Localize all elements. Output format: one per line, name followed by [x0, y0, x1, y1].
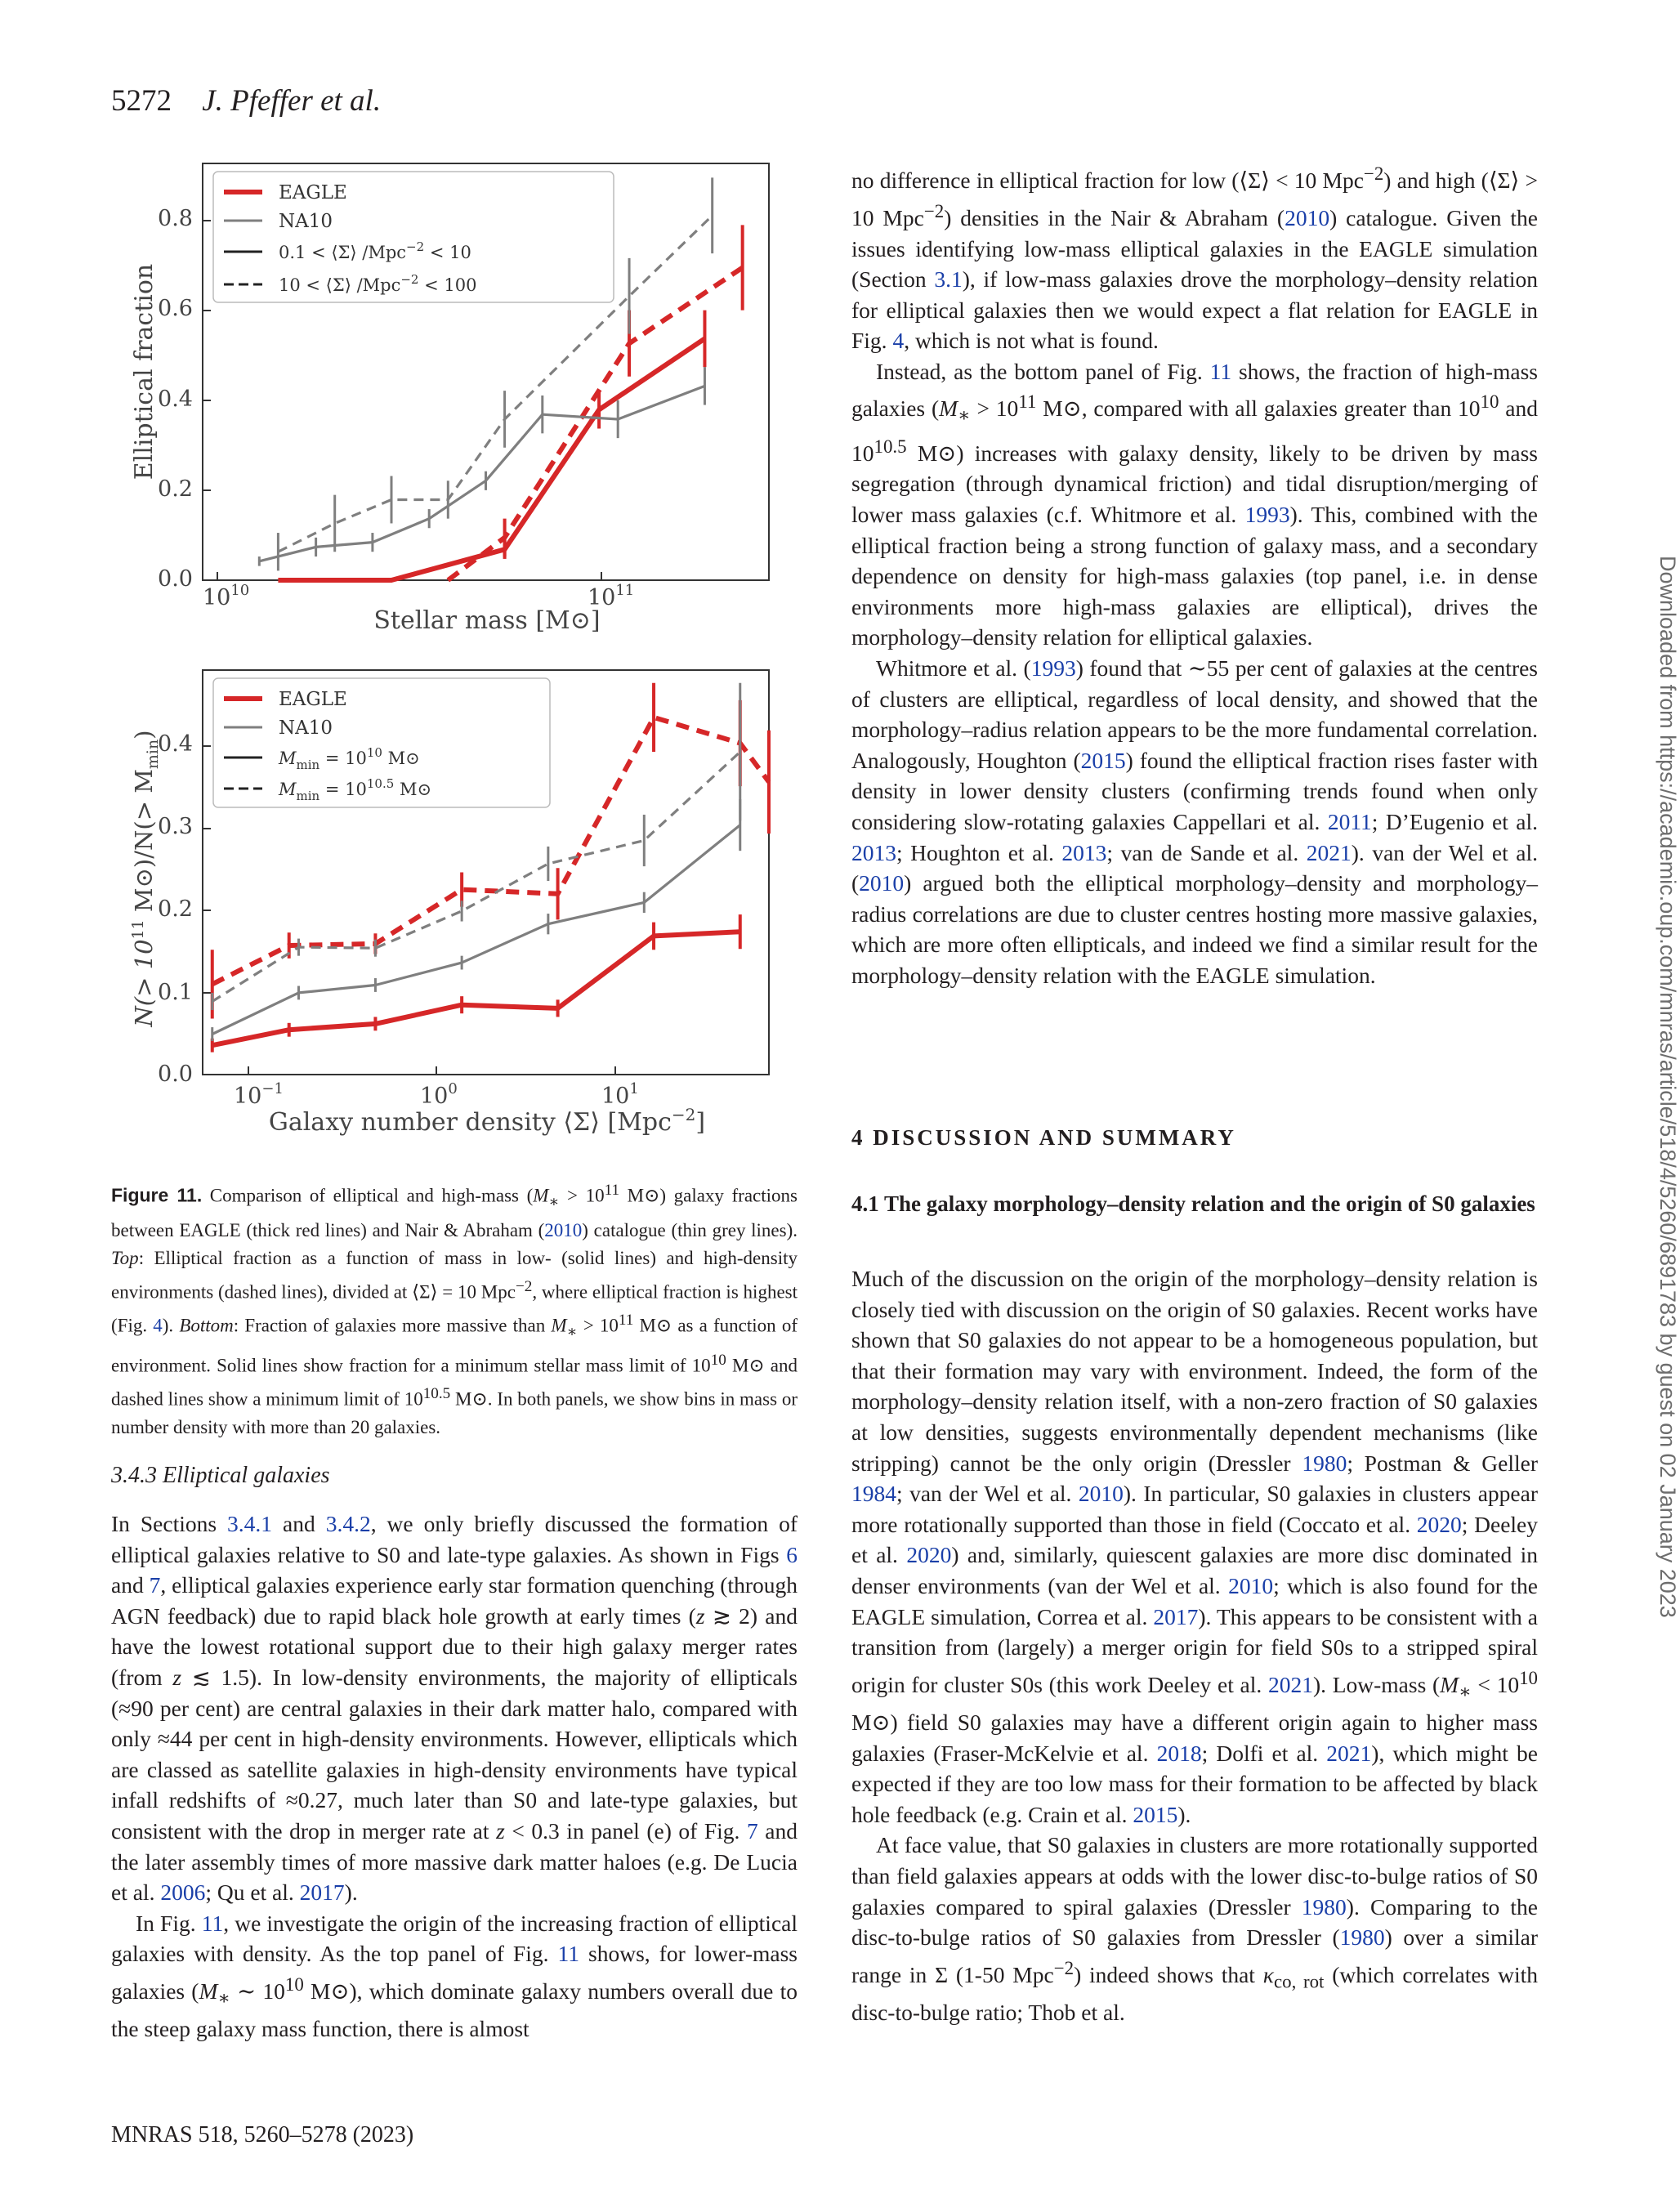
subsection-heading-3-4-3: 3.4.3 Elliptical galaxies [111, 1463, 330, 1488]
citation-link[interactable]: 2013 [851, 839, 896, 865]
citation-link[interactable]: 4 [892, 328, 905, 354]
citation-link[interactable]: 1980 [1339, 1924, 1385, 1951]
series-line [448, 268, 742, 581]
paragraph: Whitmore et al. (1993) found that ∼55 per cent of galaxies at the centres of clusters are elliptical, regardless of local density, and showed that the morphology–radius relation appears to be the more fundamental correlation. Analogously, Houghton (2015) found the elliptical fraction rises faster with density in lower density clusters (confirming trends found when only considering slow-rotating galaxies Cappellari et al. 2011; D’Eugenio et al. 2013; Houghton et al. 2013; van de Sande et al. 2021). van der Wel et al. (2010) argued both the elliptical morphology–density and morphology–radius correlations are due to cluster centres hosting more massive galaxies, which are more often ellipticals, and indeed we find a similar result for the morphology–density relation with the EAGLE simulation. [851, 655, 1539, 988]
citation-link[interactable]: 2006 [160, 1879, 206, 1906]
citation-link[interactable]: 2011 [1327, 809, 1372, 834]
citation-link[interactable]: 2018 [1156, 1740, 1202, 1766]
y-tick-label [158, 980, 193, 1005]
citation-link[interactable]: 2010 [859, 870, 905, 896]
citation-link[interactable]: 2010 [1285, 204, 1330, 230]
legend-eagle: EAGLE [279, 689, 347, 710]
y-tick-label [158, 814, 193, 839]
y-tick-label [158, 476, 193, 502]
x-axis-label: Stellar mass [M⊙] [373, 606, 601, 635]
citation-link[interactable]: 11 [1209, 358, 1232, 384]
paragraph: In Fig. 11, we investigate the origin of the increasing fraction of elliptical galaxies with density. As the top panel of Fig. 11 shows, for lower-mass galaxies ($M_∗$ ∼ $10^{10}$ M⊙), which dominate galaxy numbers overall due to the steep galaxy mass function, there is almost [111, 1910, 798, 2042]
legend-low-density: 0.1 < ⟨Σ⟩ /Mpc$^{-2}$ < 10 [279, 239, 471, 262]
svg-text:0.0: 0.0 [158, 566, 193, 592]
figure-top-elliptical-fraction [111, 151, 798, 654]
series-line [259, 386, 704, 561]
y-tick-label [158, 296, 193, 321]
citation-link[interactable]: 1984 [851, 1481, 896, 1507]
citation-link[interactable]: 2021 [1326, 1740, 1372, 1766]
y-tick-label [158, 1062, 193, 1087]
legend-mmin-105: $M_{min} = 10^{10.5}$ M⊙ [279, 776, 432, 803]
citation-link[interactable]: 2013 [1061, 839, 1107, 865]
y-tick-label [158, 206, 193, 231]
x-tick-label: $10^1$ [601, 1080, 639, 1109]
right-column-body-2 [851, 1263, 1538, 2028]
svg-text:0.2: 0.2 [158, 896, 193, 922]
section-heading-4: 4 DISCUSSION AND SUMMARY [851, 1125, 1236, 1150]
citation-link[interactable]: 2017 [1153, 1603, 1199, 1629]
right-column-body [851, 159, 1538, 991]
svg-text:0.0: 0.0 [158, 1062, 193, 1087]
y-axis-label: Elliptical fraction [130, 263, 159, 480]
svg-text:0.6: 0.6 [158, 296, 193, 321]
x-tick-label: $10^0$ [420, 1080, 458, 1109]
svg-text:0.4: 0.4 [158, 731, 193, 757]
running-head-authors: J. Pfeffer et al. [202, 84, 382, 118]
citation-link[interactable]: 2015 [1133, 1801, 1178, 1827]
figure-bottom-massive-fraction [111, 658, 798, 1156]
page-number: 5272 [111, 84, 172, 118]
citation-link[interactable]: 1993 [1244, 502, 1290, 528]
citation-link[interactable]: 2017 [299, 1879, 345, 1906]
running-head [111, 83, 381, 118]
citation-link[interactable]: 7 [149, 1572, 161, 1598]
svg-text:0.4: 0.4 [158, 387, 193, 412]
x-axis-label: Galaxy number density ⟨Σ⟩ [Mpc$^{-2}$] [268, 1105, 706, 1137]
citation-link[interactable]: 1980 [1302, 1450, 1347, 1476]
citation-link[interactable]: 3.4.1 [227, 1511, 273, 1536]
legend-na10: NA10 [279, 211, 333, 232]
svg-text:0.1: 0.1 [158, 980, 193, 1005]
citation-link[interactable]: 7 [746, 1817, 758, 1844]
y-tick-label [158, 566, 193, 592]
legend-mmin-10: $M_{min} = 10^{10}$ M⊙ [279, 745, 420, 772]
subsection-heading-4-1: 4.1 The galaxy morphology–density relation and the origin of S0 galaxies [851, 1191, 1535, 1216]
legend-eagle: EAGLE [279, 182, 347, 203]
series-line [212, 932, 740, 1045]
citation-link[interactable]: 2020 [1416, 1511, 1462, 1537]
legend [213, 172, 614, 302]
y-axis-label: $N(> 10^{11}$ M⊙)/N(> $M_{min}$) [129, 730, 162, 1027]
footer-journal-ref: MNRAS 518, 5260–5278 (2023) [111, 2122, 414, 2148]
citation-link[interactable]: 2010 [1228, 1572, 1274, 1598]
paragraph: Instead, as the bottom panel of Fig. 11 shows, the fraction of high-mass galaxies ($M_∗ > 10^{11}$ M⊙, compared with all galaxies greater than $10^{10}$ and $10^{10.5}$ M⊙) increases with galaxy density, likely to be driven by mass segregation (through dynamical friction) and tidal disruption/merging of lower mass galaxies (c.f. Whitmore et al. 1993). This, combined with the elliptical fraction being a strong function of galaxy mass, and a secondary dependence on density for high-mass galaxies (top panel, i.e. in dense environments more high-mass galaxies are elliptical), drives the morphology–density relation for elliptical galaxies. [851, 358, 1539, 650]
paragraph: no difference in elliptical fraction for low (⟨Σ⟩ < 10 Mpc$^{-2}$) and high (⟨Σ⟩ > 10 Mpc$^{-2}$) densities in the Nair & Abraham (2010) catalogue. Given the issues identifying low-mass elliptical galaxies in the EAGLE simulation (Section 3.1), if low-mass galaxies drove the morphology–density relation for elliptical galaxies then we would expect a flat relation for EAGLE in Fig. 4, which is not what is found. [851, 163, 1538, 354]
citation-link[interactable]: 2020 [906, 1542, 952, 1568]
citation-link[interactable]: 2010 [1078, 1481, 1124, 1507]
citation-link[interactable]: 3.4.2 [325, 1511, 371, 1536]
citation-link[interactable]: 11 [201, 1910, 224, 1936]
svg-text:0.2: 0.2 [158, 476, 193, 502]
citation-link[interactable]: 2015 [1080, 747, 1126, 773]
y-tick-label [158, 731, 193, 757]
citation-link[interactable]: 1993 [1030, 655, 1076, 682]
y-tick-label [158, 387, 193, 412]
citation-link[interactable]: 11 [557, 1941, 579, 1967]
paragraph: In Sections 3.4.1 and 3.4.2, we only briefly discussed the formation of elliptical galaxies relative to S0 and late-type galaxies. As shown in Figs 6 and 7, elliptical galaxies experience early star formation quenching (through AGN feedback) due to rapid black hole growth at early times (z ≳ 2) and have the lowest rotational support due to their high galaxy merger rates (from z ≲ 1.5). In low-density environments, the majority of ellipticals (≈90 per cent) are central galaxies in their dark matter halo, compared with only ≈44 per cent in high-density environments. However, ellipticals which are classed as satellite galaxies in high-density environments have typical infall redshifts of ≈0.27, much later than S0 and late-type galaxies, but consistent with the drop in merger rate at z < 0.3 in panel (e) of Fig. 7 and the later assembly times of more massive dark matter haloes (e.g. De Lucia et al. 2006; Qu et al. 2017). [111, 1511, 798, 1906]
figure-caption: Figure 11. Comparison of elliptical and high-mass ($M_∗ > 10^{11}$ M⊙) galaxy fractions between EAGLE (thick red lines) and Nair & Abraham (2010) catalogue (thin grey lines). Top: Elliptical fraction as a function of mass in low- (solid lines) and high-density environments (dashed lines), divided at ⟨Σ⟩ = 10 Mpc$^{-2}$, where elliptical fraction is highest (Fig. 4). Bottom: Fraction of galaxies more massive than $M_∗ > 10^{11}$ M⊙ as a function of environment. Solid lines show fraction for a minimum stellar mass limit of $10^{10}$ M⊙ and dashed lines show a minimum limit of $10^{10.5}$ M⊙. In both panels, we show bins in mass or number density with more than 20 galaxies. [111, 1182, 798, 1437]
download-watermark: Downloaded from https://academic.oup.com/mnras/article/518/4/5260/6891783 by guest on 02 January 2023 [1655, 556, 1680, 1618]
y-tick-label [158, 896, 193, 922]
paragraph: Much of the discussion on the origin of the morphology–density relation is closely tied with discussion on the origin of S0 galaxies. Recent works have shown that S0 galaxies do not appear to be a homogeneous population, but that their formation may vary with environment. Indeed, the form of the morphology–density relation itself, with a non-zero fraction of S0 galaxies at low densities, suggests environmentally dependent mechanisms (like stripping) cannot be the only origin (Dressler 1980; Postman & Geller 1984; van der Wel et al. 2010). In particular, S0 galaxies in clusters appear more rotationally supported than those in field (Coccato et al. 2020; Deeley et al. 2020) and, similarly, quiescent galaxies are more disc dominated in denser environments (van der Wel et al. 2010; which is also found for the EAGLE simulation, Correa et al. 2017). This appears to be consistent with a transition from (largely) a merger origin for field S0s to a stripped spiral origin for cluster S0s (this work Deeley et al. 2021). Low-mass ($M_∗ < 10^{10}$ M⊙) field S0 galaxies may have a different origin again to higher mass galaxies (Fraser-McKelvie et al. 2018; Dolfi et al. 2021), which might be expected if they are too low mass for their formation to be affected by black hole feedback (e.g. Crain et al. 2015). [851, 1266, 1539, 1827]
svg-text:0.8: 0.8 [158, 206, 193, 231]
legend [213, 678, 550, 807]
paragraph: At face value, that S0 galaxies in clusters are more rotationally supported than field galaxies appears at odds with the lower disc-to-bulge ratios of S0 galaxies compared to spiral galaxies (Dressler 1980). Comparing to the disc-to-bulge ratios of S0 galaxies from Dressler (1980) over a similar range in Σ (1-50 Mpc$^{-2}$) indeed shows that $\kappa_{co, rot}$ (which correlates with disc-to-bulge ratio; Thob et al. [851, 1832, 1538, 2025]
citation-link[interactable]: 2021 [1267, 1671, 1313, 1697]
series-line [212, 825, 740, 1035]
left-column-body [111, 1508, 798, 2045]
legend-na10: NA10 [279, 717, 333, 739]
citation-link[interactable]: 6 [786, 1541, 798, 1567]
citation-link[interactable]: 2021 [1306, 839, 1352, 865]
citation-link[interactable]: 1980 [1301, 1893, 1347, 1920]
legend-high-density: 10 < ⟨Σ⟩ /Mpc$^{-2}$ < 100 [279, 272, 477, 295]
svg-text:0.3: 0.3 [158, 814, 193, 839]
x-tick-label: $10^{10}$ [203, 582, 250, 610]
x-tick-label: $10^{11}$ [588, 582, 635, 610]
figure-link[interactable]: 4 [153, 1315, 163, 1336]
citation-link[interactable]: 2010 [544, 1219, 583, 1240]
x-tick-label: $10^{-1}$ [234, 1080, 284, 1109]
citation-link[interactable]: 3.1 [934, 266, 963, 293]
